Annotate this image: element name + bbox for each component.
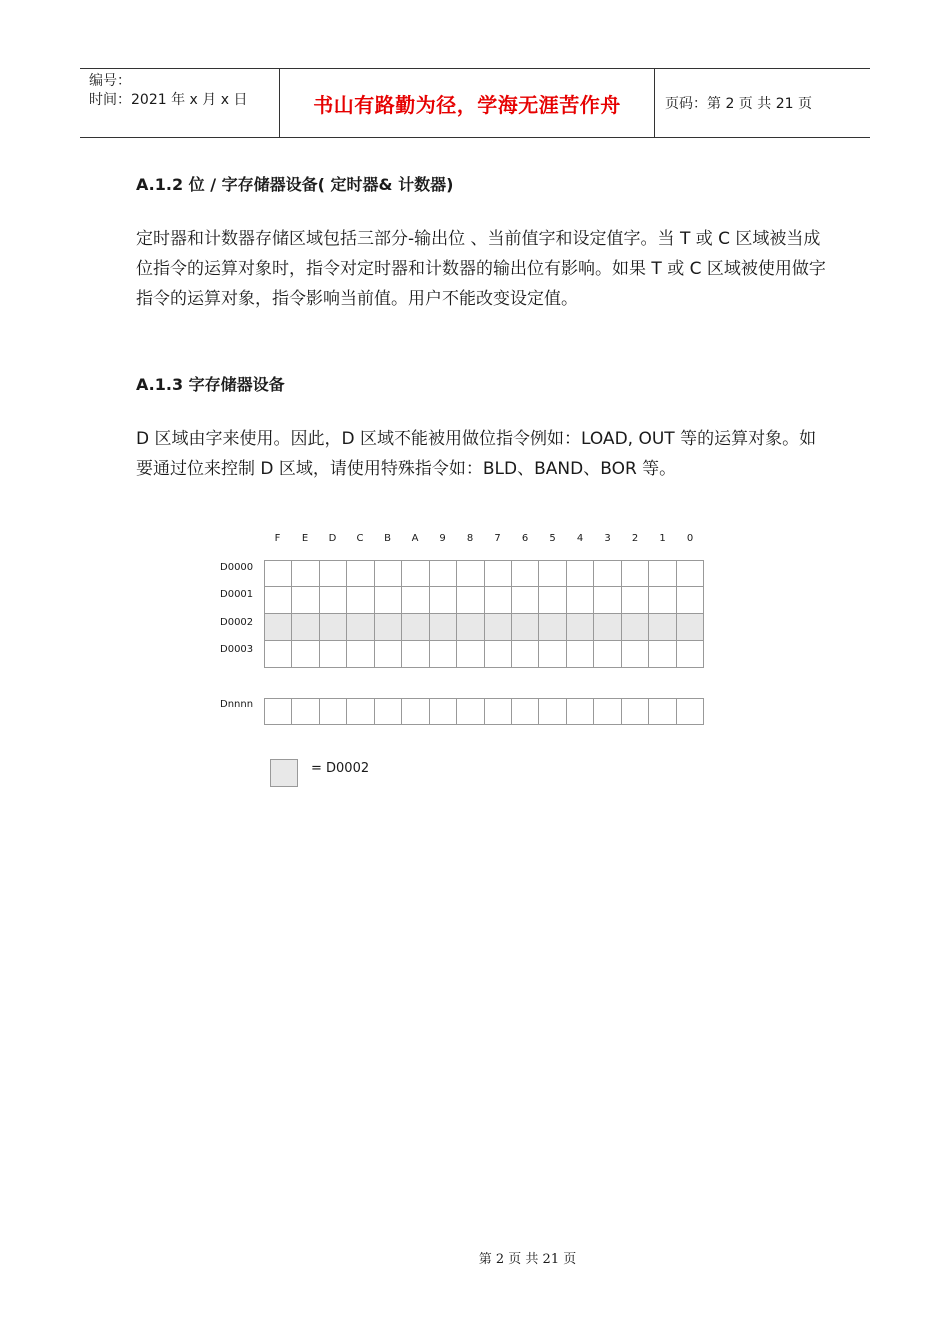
bit-cell	[265, 614, 292, 640]
bit-cell	[512, 614, 539, 640]
legend-label: = D0002	[311, 761, 370, 776]
bit-cell	[402, 699, 429, 724]
bit-cell	[457, 641, 484, 667]
bit-cell	[512, 587, 539, 613]
bit-cell	[649, 699, 676, 724]
bit-cell	[320, 561, 347, 586]
bit-cell	[485, 561, 512, 586]
bit-cell	[649, 614, 676, 640]
bit-cell	[347, 561, 374, 586]
bit-cell	[457, 587, 484, 613]
bit-column-label: 3	[604, 533, 611, 544]
bit-cell	[594, 561, 621, 586]
section-paragraph-a12: 定时器和计数器存储区域包括三部分-输出位 、当前值字和设定值字。当 T 或 C 区域被当成位指令的运算对象时，指令对定时器和计数器的输出位有影响。如果 T 或 C 区域被使用做字指令的运算对象，指令影响当前值。用户不能改变设定值。	[136, 229, 826, 309]
bit-cell	[402, 587, 429, 613]
bit-cell	[649, 587, 676, 613]
bit-cell	[347, 699, 374, 724]
bit-cell	[649, 641, 676, 667]
bit-cell	[402, 561, 429, 586]
bit-column-label: 6	[521, 533, 529, 544]
bit-cell	[320, 587, 347, 613]
bit-cell	[375, 614, 402, 640]
bit-column-label: 9	[439, 533, 446, 544]
register-label-dnnnn: Dnnnn	[220, 699, 254, 710]
bit-cell	[622, 614, 649, 640]
bit-cell	[265, 587, 292, 613]
bit-column-label: 1	[659, 533, 666, 544]
bit-cell	[457, 614, 484, 640]
register-label-d0002: D0002	[220, 617, 254, 628]
bit-cell	[512, 641, 539, 667]
section-heading-a12: A.1.2 位 / 字存储器设备( 定时器& 计数器)	[136, 175, 454, 194]
bit-cell	[594, 699, 621, 724]
header-motto: 书山有路勤为径，学海无涯苦作舟	[280, 69, 655, 137]
bit-cell	[567, 561, 594, 586]
bit-cell	[430, 561, 457, 586]
time-label: 时间：2021 年 x 月 x 日	[89, 92, 248, 108]
bit-cell	[320, 614, 347, 640]
bit-cell	[292, 641, 319, 667]
header-page-info: 页码：第 2 页 共 21 页	[665, 96, 812, 112]
number-label: 编号：	[89, 73, 131, 89]
bit-column-label: C	[356, 533, 364, 544]
bit-cell	[594, 587, 621, 613]
section-paragraph-a13: D 区域由字来使用。因此，D 区域不能被用做位指令例如：LOAD, OUT 等的运算对象。如要通过位来控制 D 区域，请使用特殊指令如：BLD、BAND、BOR 等。	[136, 429, 817, 479]
bit-column-label: 0	[686, 533, 694, 544]
register-row-dnnnn	[264, 698, 704, 725]
bit-cell	[457, 561, 484, 586]
bit-cell	[292, 614, 319, 640]
bit-cell	[677, 561, 703, 586]
bit-cell	[402, 614, 429, 640]
bit-cell	[622, 587, 649, 613]
bit-cell	[265, 641, 292, 667]
bit-cell	[567, 641, 594, 667]
bit-column-label: D	[328, 533, 337, 544]
register-row-d0002	[264, 614, 704, 641]
bit-cell	[594, 641, 621, 667]
register-label-d0001: D0001	[220, 589, 254, 600]
bit-cell	[485, 614, 512, 640]
bit-cell	[677, 641, 703, 667]
bit-cell	[320, 699, 347, 724]
bit-column-label: 5	[549, 533, 556, 544]
bit-cell	[375, 561, 402, 586]
bit-cell	[375, 699, 402, 724]
page-header	[80, 68, 870, 138]
bit-cell	[430, 699, 457, 724]
bit-cell	[485, 587, 512, 613]
header-meta	[80, 69, 280, 137]
bit-cell	[347, 641, 374, 667]
bit-cell	[347, 614, 374, 640]
bit-cell	[292, 561, 319, 586]
bit-cell	[512, 561, 539, 586]
bit-cell	[292, 699, 319, 724]
bit-cell	[539, 641, 566, 667]
bit-cell	[347, 587, 374, 613]
bit-cell	[567, 699, 594, 724]
bit-column-label: A	[411, 533, 419, 544]
bit-column-label: F	[274, 533, 281, 544]
bit-cell	[622, 641, 649, 667]
bit-cell	[539, 587, 566, 613]
bit-cell	[402, 641, 429, 667]
bit-cell	[677, 614, 703, 640]
bit-cell	[457, 699, 484, 724]
bit-cell	[375, 587, 402, 613]
bit-cell	[375, 641, 402, 667]
bit-column-label: 7	[494, 533, 501, 544]
bit-cell	[539, 614, 566, 640]
bit-cell	[677, 699, 703, 724]
bit-cell	[430, 587, 457, 613]
bit-cell	[567, 614, 594, 640]
bit-cell	[622, 561, 649, 586]
bit-cell	[292, 587, 319, 613]
bit-cell	[430, 641, 457, 667]
bit-cell	[539, 561, 566, 586]
register-label-d0003: D0003	[220, 644, 254, 655]
bit-cell	[265, 699, 292, 724]
bit-cell	[567, 587, 594, 613]
bit-column-label: 8	[466, 533, 474, 544]
bit-cell	[430, 614, 457, 640]
bit-cell	[677, 587, 703, 613]
bit-cell	[265, 561, 292, 586]
bit-column-label: B	[384, 533, 391, 544]
register-row-d0000	[264, 560, 704, 587]
bit-column-label: E	[301, 533, 309, 544]
bit-cell	[512, 699, 539, 724]
bit-cell	[320, 641, 347, 667]
bit-cell	[622, 699, 649, 724]
register-row-d0003	[264, 641, 704, 668]
register-row-d0001	[264, 587, 704, 614]
page-footer: 第 2 页 共 21 页	[478, 1252, 577, 1267]
bit-cell	[594, 614, 621, 640]
section-heading-a13: A.1.3 字存储器设备	[136, 375, 285, 394]
bit-cell	[485, 699, 512, 724]
bit-cell	[485, 641, 512, 667]
legend-swatch	[270, 759, 298, 787]
bit-cell	[649, 561, 676, 586]
register-label-d0000: D0000	[220, 562, 254, 573]
bit-column-label: 4	[576, 533, 584, 544]
bit-cell	[539, 699, 566, 724]
bit-column-label: 2	[631, 533, 639, 544]
